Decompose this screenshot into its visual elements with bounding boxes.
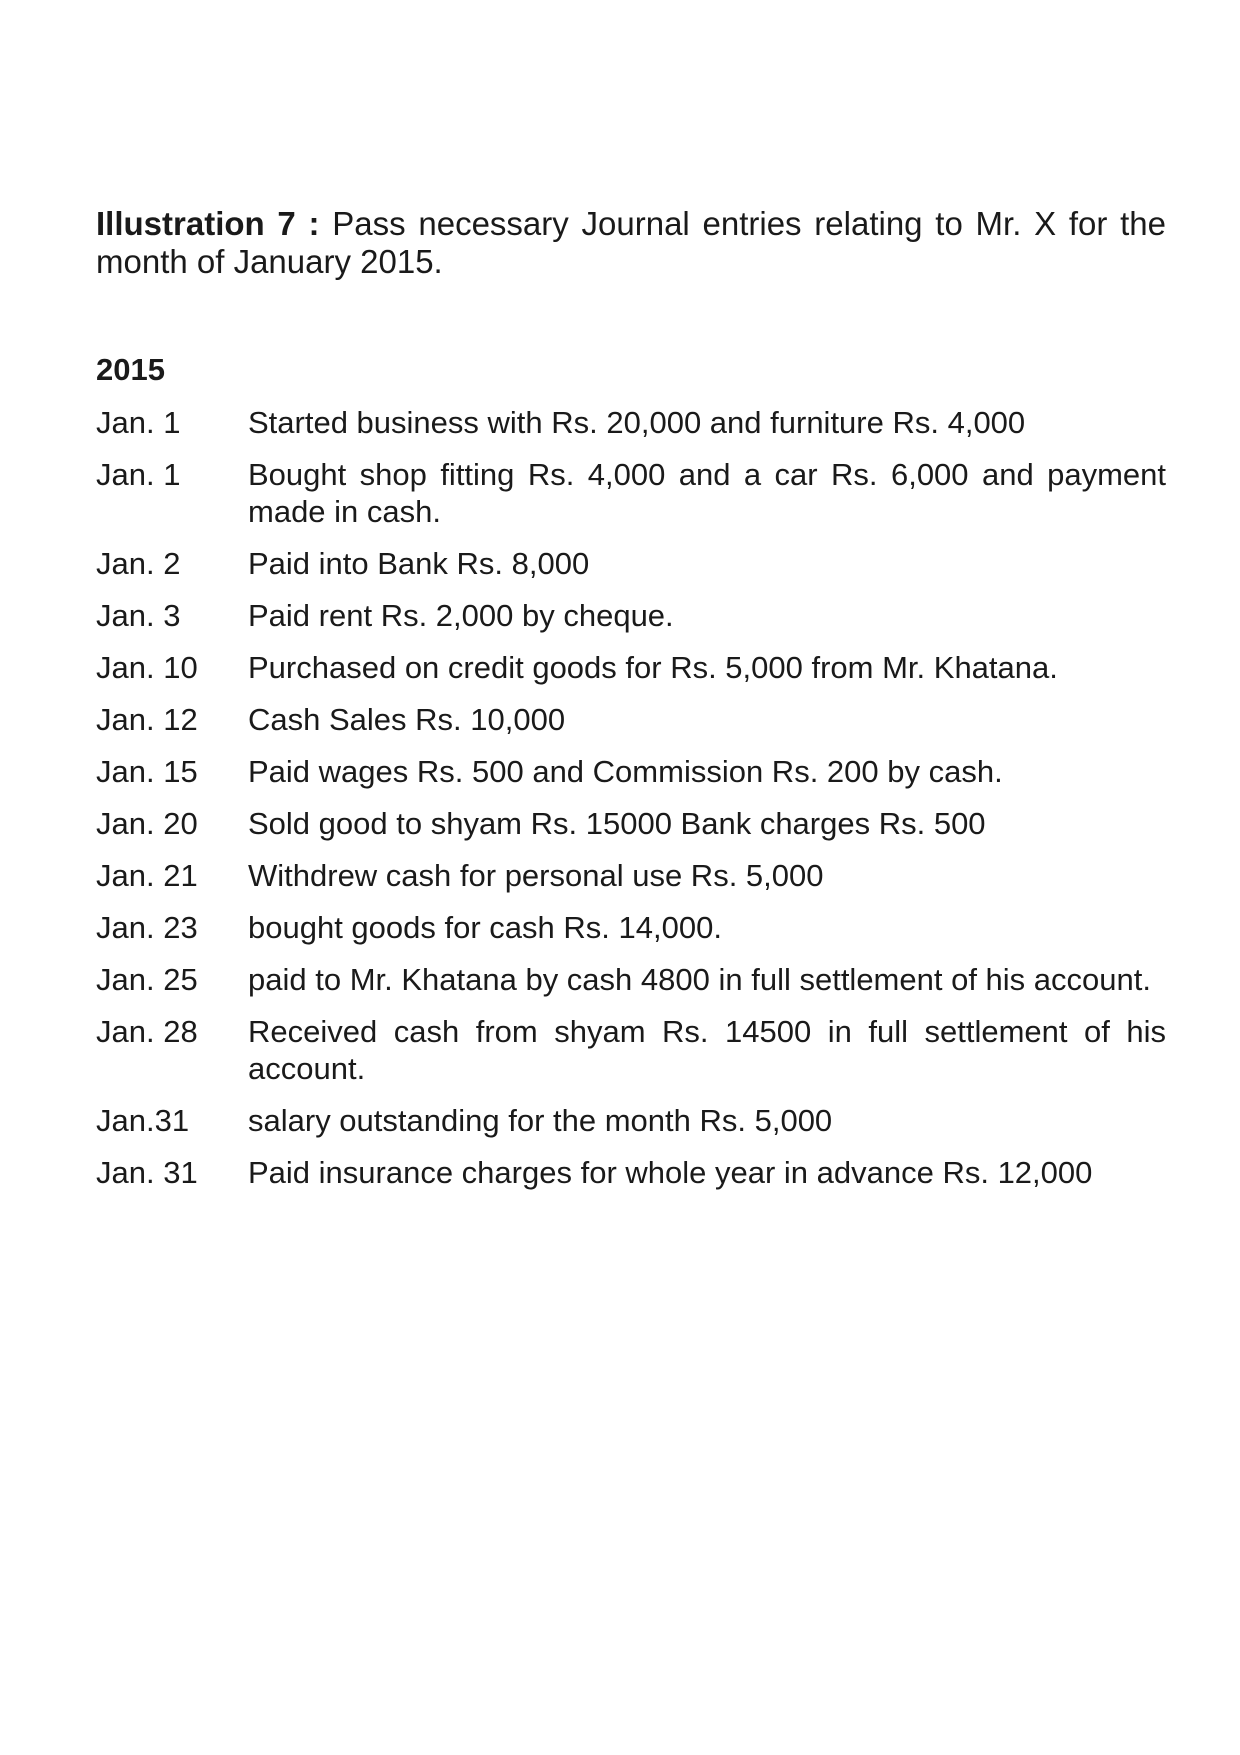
entry-text: Sold good to shyam Rs. 15000 Bank charges Rs. 500 (248, 806, 986, 841)
list-item (96, 805, 1166, 842)
entry-text: Bought shop fitting Rs. 4,000 and a car Rs. 6,000 and payment made in cash. (248, 457, 1166, 529)
illustration-text: Pass necessary Journal entries relating to Mr. X for the month of January 2015. (96, 205, 1166, 280)
list-item (96, 456, 1166, 530)
list-item (96, 857, 1166, 894)
entry-text: Withdrew cash for personal use Rs. 5,000 (248, 858, 824, 893)
entry-date: Jan. 28 (96, 1014, 198, 1049)
entry-date: Jan. 15 (96, 754, 198, 789)
entry-text: Purchased on credit goods for Rs. 5,000 from Mr. Khatana. (248, 650, 1058, 685)
entry-date: Jan. 21 (96, 858, 198, 893)
list-item (96, 404, 1166, 441)
entry-date: Jan. 20 (96, 806, 198, 841)
entry-date: Jan. 31 (96, 1155, 198, 1190)
entry-text: Paid rent Rs. 2,000 by cheque. (248, 598, 674, 633)
entry-date: Jan. 25 (96, 962, 198, 997)
list-item (96, 701, 1166, 738)
list-item (96, 753, 1166, 790)
entry-date: Jan. 23 (96, 910, 198, 945)
list-item (96, 545, 1166, 582)
entry-date: Jan. 1 (96, 405, 181, 440)
entry-text: Started business with Rs. 20,000 and furniture Rs. 4,000 (248, 405, 1026, 440)
year-heading: 2015 (96, 352, 165, 387)
entry-text: Received cash from shyam Rs. 14500 in full settlement of his account. (248, 1014, 1166, 1086)
transaction-list (96, 404, 1166, 1206)
illustration-label: Illustration 7 : (96, 205, 320, 242)
entry-date: Jan. 3 (96, 598, 181, 633)
entry-date: Jan. 1 (96, 457, 181, 492)
entry-text: Cash Sales Rs. 10,000 (248, 702, 566, 737)
list-item (96, 1154, 1166, 1191)
entry-text: Paid insurance charges for whole year in advance Rs. 12,000 (248, 1155, 1093, 1190)
entry-date: Jan.31 (96, 1103, 190, 1138)
list-item (96, 1102, 1166, 1139)
list-item (96, 1013, 1166, 1087)
entry-date: Jan. 12 (96, 702, 198, 737)
entry-date: Jan. 10 (96, 650, 198, 685)
entry-text: paid to Mr. Khatana by cash 4800 in full settlement of his account. (248, 962, 1151, 997)
entry-date: Jan. 2 (96, 546, 181, 581)
list-item (96, 649, 1166, 686)
entry-text: salary outstanding for the month Rs. 5,000 (248, 1103, 833, 1138)
illustration-intro (96, 205, 1166, 281)
list-item (96, 597, 1166, 634)
list-item (96, 909, 1166, 946)
list-item (96, 961, 1166, 998)
entry-text: Paid wages Rs. 500 and Commission Rs. 200 by cash. (248, 754, 1003, 789)
entry-text: Paid into Bank Rs. 8,000 (248, 546, 590, 581)
entry-text: bought goods for cash Rs. 14,000. (248, 910, 722, 945)
